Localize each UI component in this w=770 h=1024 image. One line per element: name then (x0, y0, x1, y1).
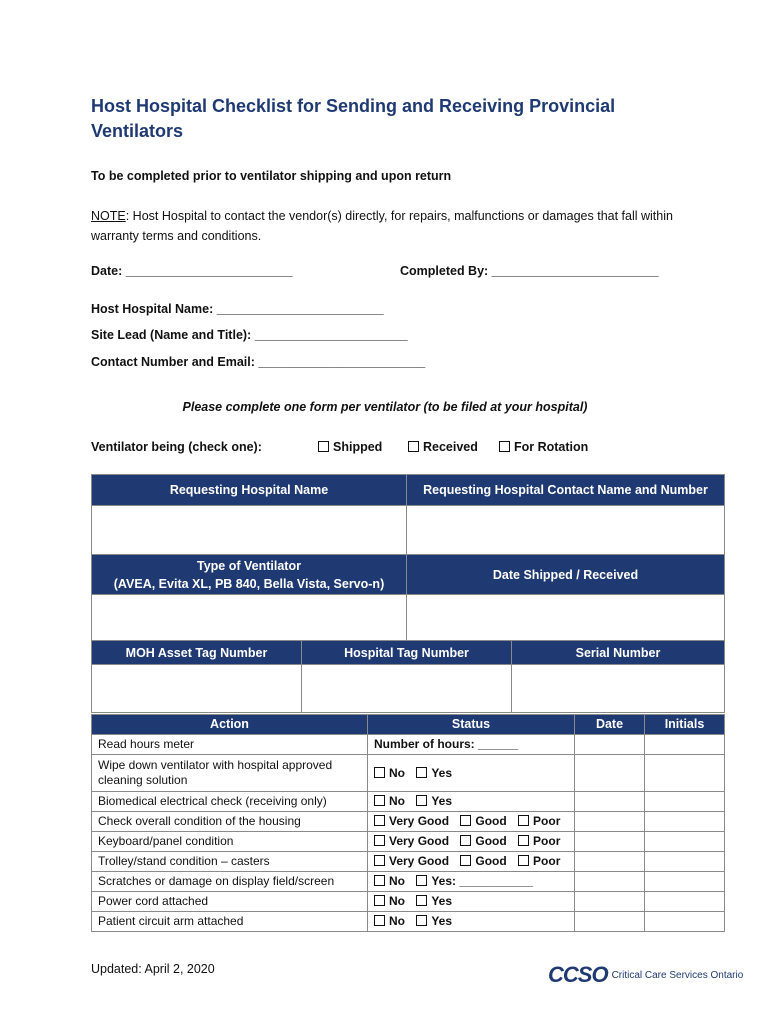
option-received[interactable]: Received (408, 440, 478, 454)
table-row (92, 912, 725, 932)
option-poor[interactable]: Poor (518, 834, 560, 848)
action-cell: Check overall condition of the housing (92, 812, 368, 832)
status-cell (368, 892, 575, 912)
option-yes[interactable]: Yes (416, 766, 452, 780)
initials-cell[interactable] (645, 852, 725, 872)
table-row (92, 852, 725, 872)
date-cell[interactable] (575, 792, 645, 812)
header-action: Action (92, 715, 368, 735)
initials-cell[interactable] (645, 735, 725, 755)
date-cell[interactable] (575, 755, 645, 792)
checkbox-icon[interactable] (416, 895, 427, 906)
site-lead-field[interactable]: Site Lead (Name and Title): ______________________ (91, 328, 408, 342)
checkbox-icon[interactable] (518, 815, 529, 826)
completed-by-field[interactable]: Completed By: ________________________ (400, 264, 659, 278)
checkbox-icon[interactable] (374, 795, 385, 806)
status-cell (368, 812, 575, 832)
serial-number-cell[interactable] (512, 665, 725, 713)
option-yes[interactable]: Yes (416, 794, 452, 808)
requesting-hospital-name-cell[interactable] (92, 506, 407, 555)
checkbox-icon[interactable] (416, 875, 427, 886)
header-requesting-hospital-name: Requesting Hospital Name (92, 475, 407, 506)
title-line-2: Ventilators (91, 121, 184, 141)
hospital-info-table (91, 474, 725, 641)
note-text: : Host Hospital to contact the vendor(s) directly, for repairs, malfunctions or damages that fall within warranty terms and conditions. (91, 209, 673, 243)
note-label: NOTE (91, 209, 126, 223)
table-row (92, 872, 725, 892)
option-yes[interactable]: Yes (416, 894, 452, 908)
checkbox-icon[interactable] (416, 915, 427, 926)
hospital-tag-cell[interactable] (302, 665, 512, 713)
checkbox-icon[interactable] (460, 815, 471, 826)
instruction-text: Please complete one form per ventilator (to be filed at your hospital) (182, 400, 588, 414)
table-row (92, 792, 725, 812)
option-good[interactable]: Good (460, 854, 506, 868)
date-cell[interactable] (575, 852, 645, 872)
option-yes[interactable]: Yes: ___________ (416, 874, 532, 888)
table-row (92, 812, 725, 832)
option-for-rotation[interactable]: For Rotation (499, 440, 588, 454)
option-yes[interactable]: Yes (416, 914, 452, 928)
initials-cell[interactable] (645, 755, 725, 792)
footer-updated-date: Updated: April 2, 2020 (91, 962, 215, 976)
option-no[interactable]: No (374, 894, 405, 908)
document-title (91, 94, 651, 144)
status-cell (368, 755, 575, 792)
checkbox-icon[interactable] (374, 815, 385, 826)
option-good[interactable]: Good (460, 814, 506, 828)
action-cell: Power cord attached (92, 892, 368, 912)
action-cell: Biomedical electrical check (receiving only) (92, 792, 368, 812)
option-shipped[interactable]: Shipped (318, 440, 382, 454)
option-poor[interactable]: Poor (518, 814, 560, 828)
action-cell: Read hours meter (92, 735, 368, 755)
initials-cell[interactable] (645, 912, 725, 932)
contact-field[interactable]: Contact Number and Email: ________________________ (91, 355, 426, 369)
date-shipped-received-cell[interactable] (407, 595, 725, 641)
date-cell[interactable] (575, 812, 645, 832)
action-cell: Scratches or damage on display field/screen (92, 872, 368, 892)
initials-cell[interactable] (645, 892, 725, 912)
table-row (92, 755, 725, 792)
option-very-good[interactable]: Very Good (374, 814, 449, 828)
checkbox-icon[interactable] (499, 441, 510, 452)
option-very-good[interactable]: Very Good (374, 854, 449, 868)
date-cell[interactable] (575, 832, 645, 852)
checkbox-icon[interactable] (408, 441, 419, 452)
type-of-ventilator-cell[interactable] (92, 595, 407, 641)
ventilator-label: Ventilator being (check one): (91, 440, 262, 454)
header-type-of-ventilator: Type of Ventilator (AVEA, Evita XL, PB 840, Bella Vista, Servo-n) (92, 555, 407, 595)
initials-cell[interactable] (645, 792, 725, 812)
header-requesting-hospital-contact: Requesting Hospital Contact Name and Number (407, 475, 725, 506)
checkbox-icon[interactable] (518, 855, 529, 866)
checkbox-icon[interactable] (374, 915, 385, 926)
status-cell (368, 912, 575, 932)
date-cell[interactable] (575, 912, 645, 932)
logo-text: Critical Care Services Ontario (611, 970, 744, 981)
checkbox-icon[interactable] (460, 835, 471, 846)
option-no[interactable]: No (374, 874, 405, 888)
header-hospital-tag: Hospital Tag Number (302, 641, 512, 665)
note (91, 206, 691, 246)
checkbox-icon[interactable] (374, 875, 385, 886)
checkbox-icon[interactable] (416, 795, 427, 806)
status-cell (368, 792, 575, 812)
checkbox-icon[interactable] (374, 855, 385, 866)
action-checklist-table (91, 714, 725, 932)
option-very-good[interactable]: Very Good (374, 834, 449, 848)
status-cell[interactable]: Number of hours: ______ (368, 735, 575, 755)
checkbox-icon[interactable] (518, 835, 529, 846)
header-date-shipped-received: Date Shipped / Received (407, 555, 725, 595)
action-cell: Patient circuit arm attached (92, 912, 368, 932)
checkbox-icon[interactable] (374, 895, 385, 906)
action-cell: Trolley/stand condition – casters (92, 852, 368, 872)
logo-mark: CCSO (548, 962, 608, 987)
moh-asset-tag-cell[interactable] (92, 665, 302, 713)
date-cell[interactable] (575, 872, 645, 892)
status-cell (368, 832, 575, 852)
status-cell (368, 872, 575, 892)
option-poor[interactable]: Poor (518, 854, 560, 868)
option-no[interactable]: No (374, 766, 405, 780)
date-cell[interactable] (575, 735, 645, 755)
header-status: Status (368, 715, 575, 735)
status-cell (368, 852, 575, 872)
table-row (92, 735, 725, 755)
checkbox-icon[interactable] (416, 767, 427, 778)
action-cell: Wipe down ventilator with hospital approved cleaning solution (92, 755, 368, 792)
header-date: Date (575, 715, 645, 735)
requesting-hospital-contact-cell[interactable] (407, 506, 725, 555)
host-hospital-field[interactable]: Host Hospital Name: ________________________ (91, 302, 384, 316)
initials-cell[interactable] (645, 812, 725, 832)
ccso-logo (548, 962, 743, 988)
checkbox-icon[interactable] (374, 767, 385, 778)
checkbox-icon[interactable] (374, 835, 385, 846)
header-initials: Initials (645, 715, 725, 735)
option-no[interactable]: No (374, 914, 405, 928)
action-cell: Keyboard/panel condition (92, 832, 368, 852)
table-row (92, 832, 725, 852)
initials-cell[interactable] (645, 872, 725, 892)
option-good[interactable]: Good (460, 834, 506, 848)
title-line-1: Host Hospital Checklist for Sending and Receiving Provincial (91, 96, 616, 116)
checkbox-icon[interactable] (460, 855, 471, 866)
table-row (92, 892, 725, 912)
option-no[interactable]: No (374, 794, 405, 808)
subtitle: To be completed prior to ventilator shipping and upon return (91, 169, 452, 183)
date-cell[interactable] (575, 892, 645, 912)
initials-cell[interactable] (645, 832, 725, 852)
tag-numbers-table (91, 640, 725, 713)
date-field[interactable]: Date: ________________________ (91, 264, 293, 278)
header-serial-number: Serial Number (512, 641, 725, 665)
header-moh-asset-tag: MOH Asset Tag Number (92, 641, 302, 665)
checkbox-icon[interactable] (318, 441, 329, 452)
